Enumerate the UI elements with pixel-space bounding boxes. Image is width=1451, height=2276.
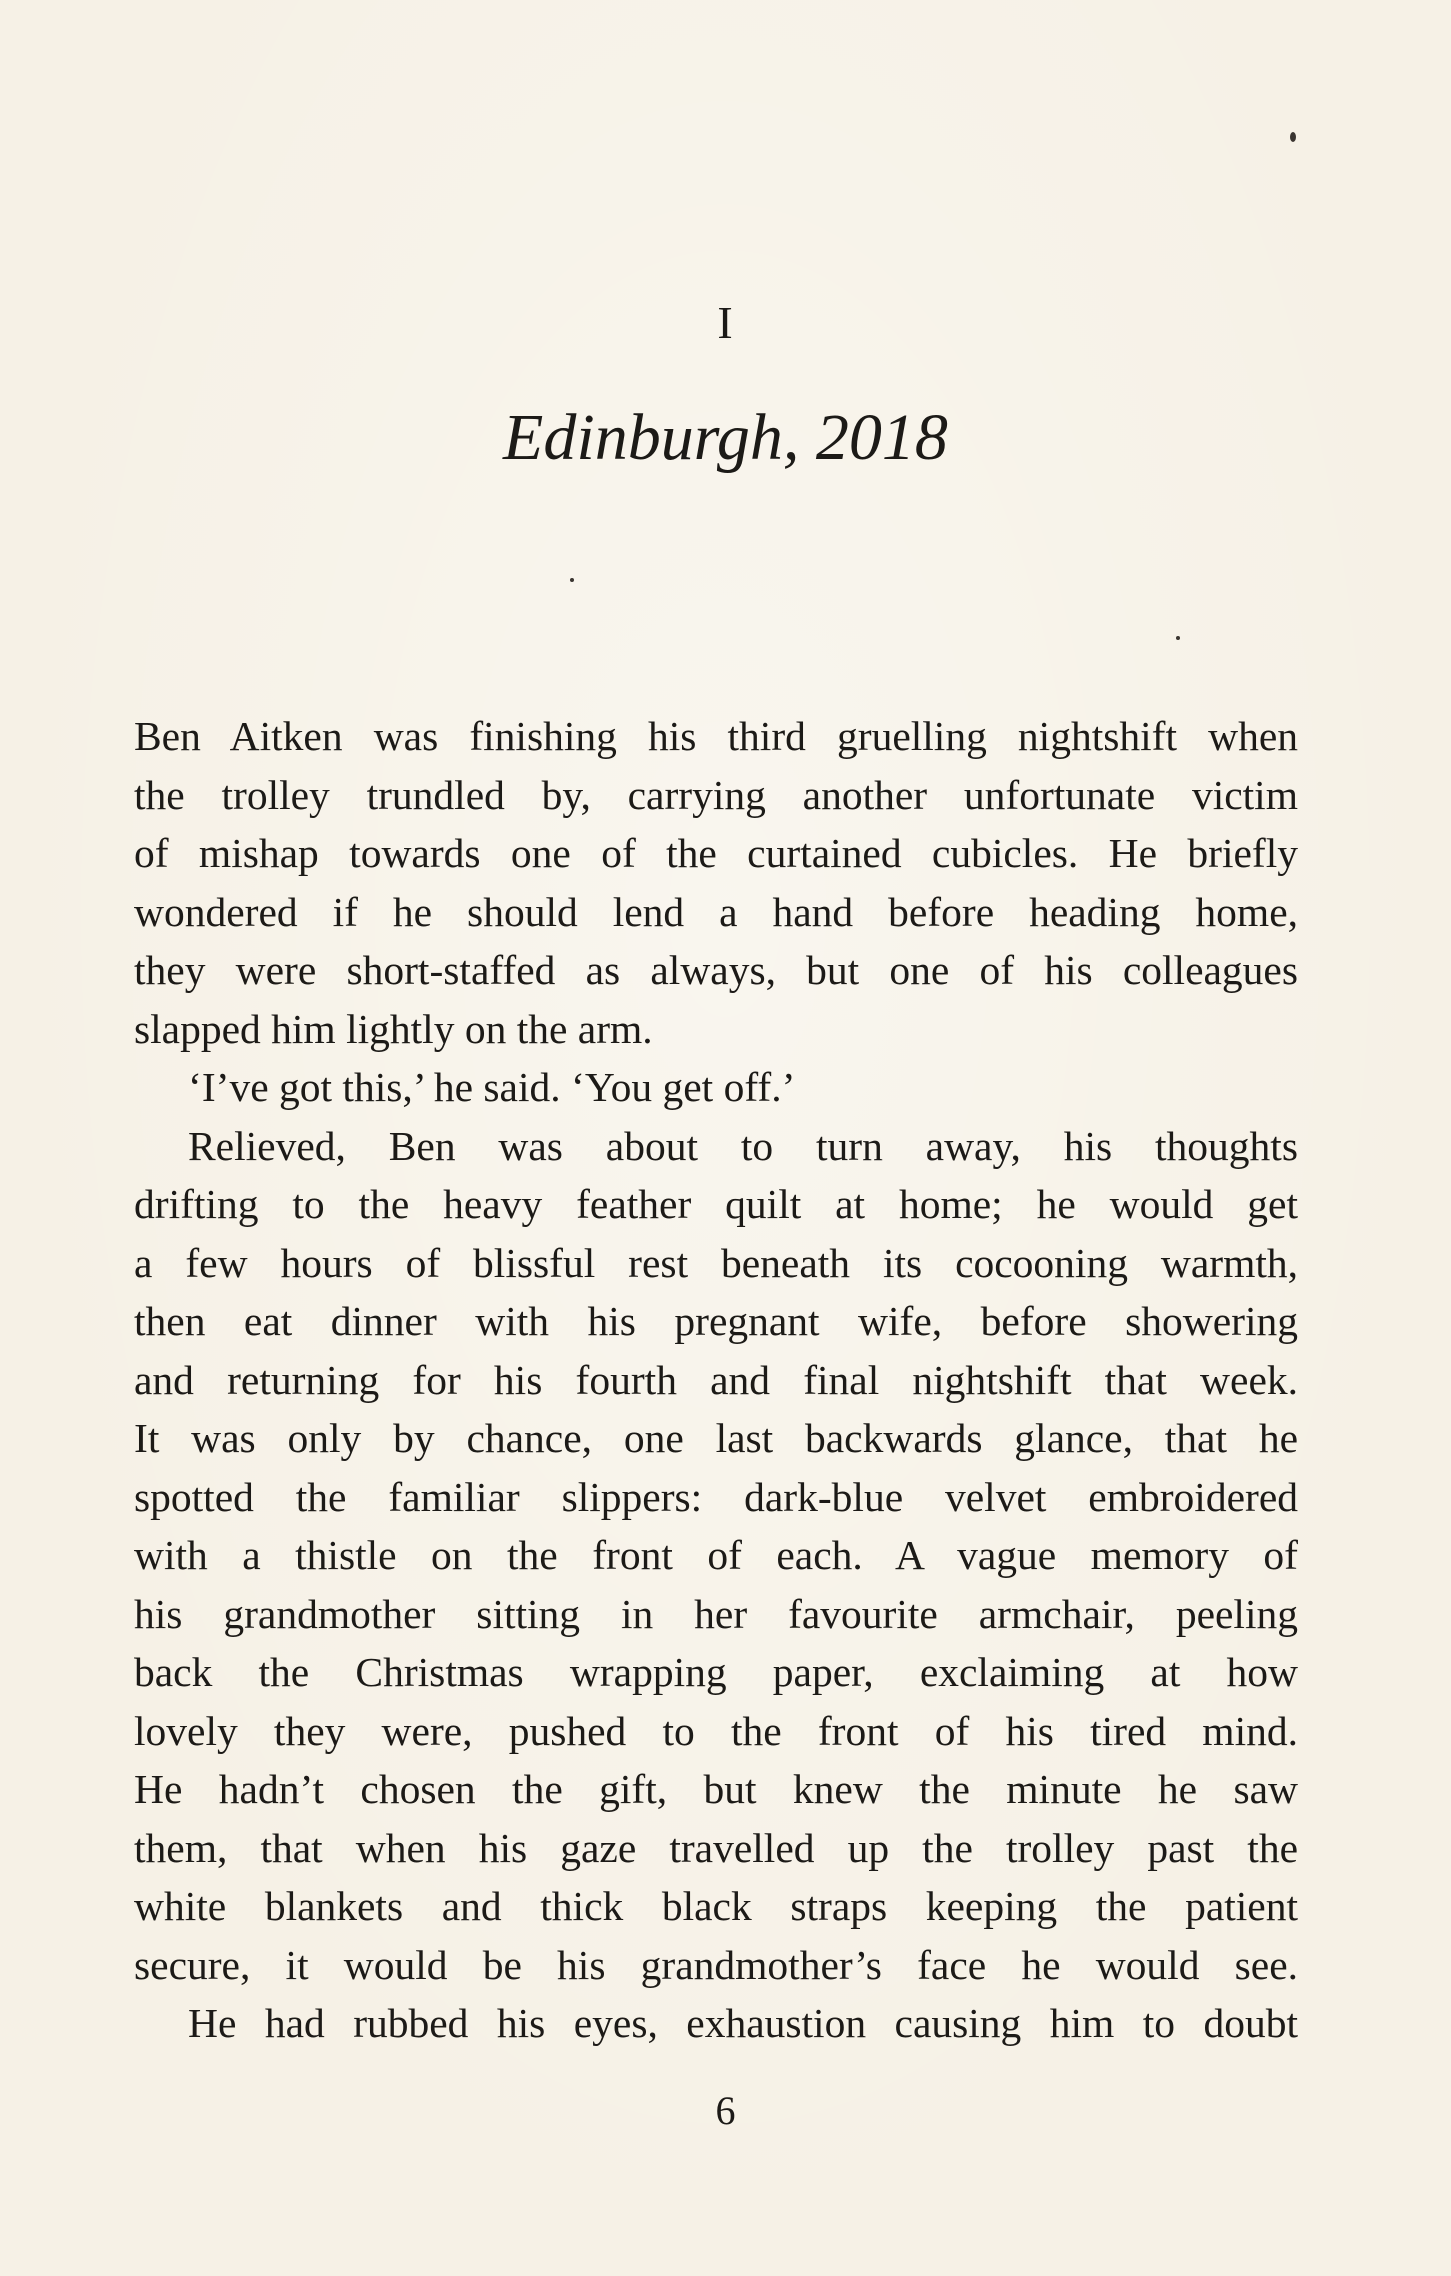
chapter-title: Edinburgh, 2018	[503, 401, 948, 474]
text-line: lovely they were, pushed to the front of his tired mind.	[134, 1707, 1298, 1754]
paper-speck	[1290, 132, 1296, 142]
text-line: the trolley trundled by, carrying another unfortunate victim	[134, 771, 1298, 818]
text-line: of mishap towards one of the curtained cubicles. He briefly	[134, 830, 1298, 876]
text-line: back the Christmas wrapping paper, exclaiming at how	[134, 1649, 1298, 1695]
paragraph-1	[134, 707, 1298, 1058]
chapter-number: I	[717, 297, 734, 348]
text-line: then eat dinner with his pregnant wife, before showering	[134, 1298, 1298, 1344]
page-number: 6	[715, 2088, 736, 2133]
text-line: He had rubbed his eyes, exhaustion causing him to doubt	[188, 2000, 1298, 2046]
text-line: with a thistle on the front of each. A vague memory of	[134, 1532, 1298, 1578]
text-line: white blankets and thick black straps keeping the patient	[134, 1883, 1298, 1929]
text-line: He hadn’t chosen the gift, but knew the minute he saw	[134, 1766, 1298, 1812]
text-line: Relieved, Ben was about to turn away, his thoughts	[188, 1122, 1298, 1169]
text-line: they were short-staffed as always, but one of his colleagues	[134, 947, 1298, 993]
paper-speck	[1176, 636, 1180, 640]
text-line: his grandmother sitting in her favourite armchair, peeling	[134, 1590, 1298, 1637]
text-line: secure, it would be his grandmother’s face he would see.	[134, 1941, 1298, 1988]
paper-speck	[570, 578, 574, 582]
paragraph-3	[134, 1117, 1298, 1995]
text-line: ‘I’ve got this,’ he said. ‘You get off.’	[188, 1064, 796, 1110]
text-line: Ben Aitken was finishing his third gruelling nightshift when	[134, 713, 1298, 759]
text-line: slapped him lightly on the arm.	[134, 1005, 653, 1052]
paragraph-4	[134, 1994, 1298, 2053]
text-line: drifting to the heavy feather quilt at home; he would get	[134, 1181, 1298, 1227]
text-line: It was only by chance, one last backwards glance, that he	[134, 1415, 1298, 1461]
chapter-body	[134, 707, 1298, 2053]
text-line: and returning for his fourth and final nightshift that week.	[134, 1356, 1298, 1403]
text-line: them, that when his gaze travelled up the trolley past the	[134, 1824, 1298, 1871]
text-line: wondered if he should lend a hand before heading home,	[134, 888, 1298, 935]
paragraph-2	[134, 1058, 1298, 1117]
text-line: a few hours of blissful rest beneath its cocooning warmth,	[134, 1239, 1298, 1286]
text-line: spotted the familiar slippers: dark-blue velvet embroidered	[134, 1473, 1298, 1520]
